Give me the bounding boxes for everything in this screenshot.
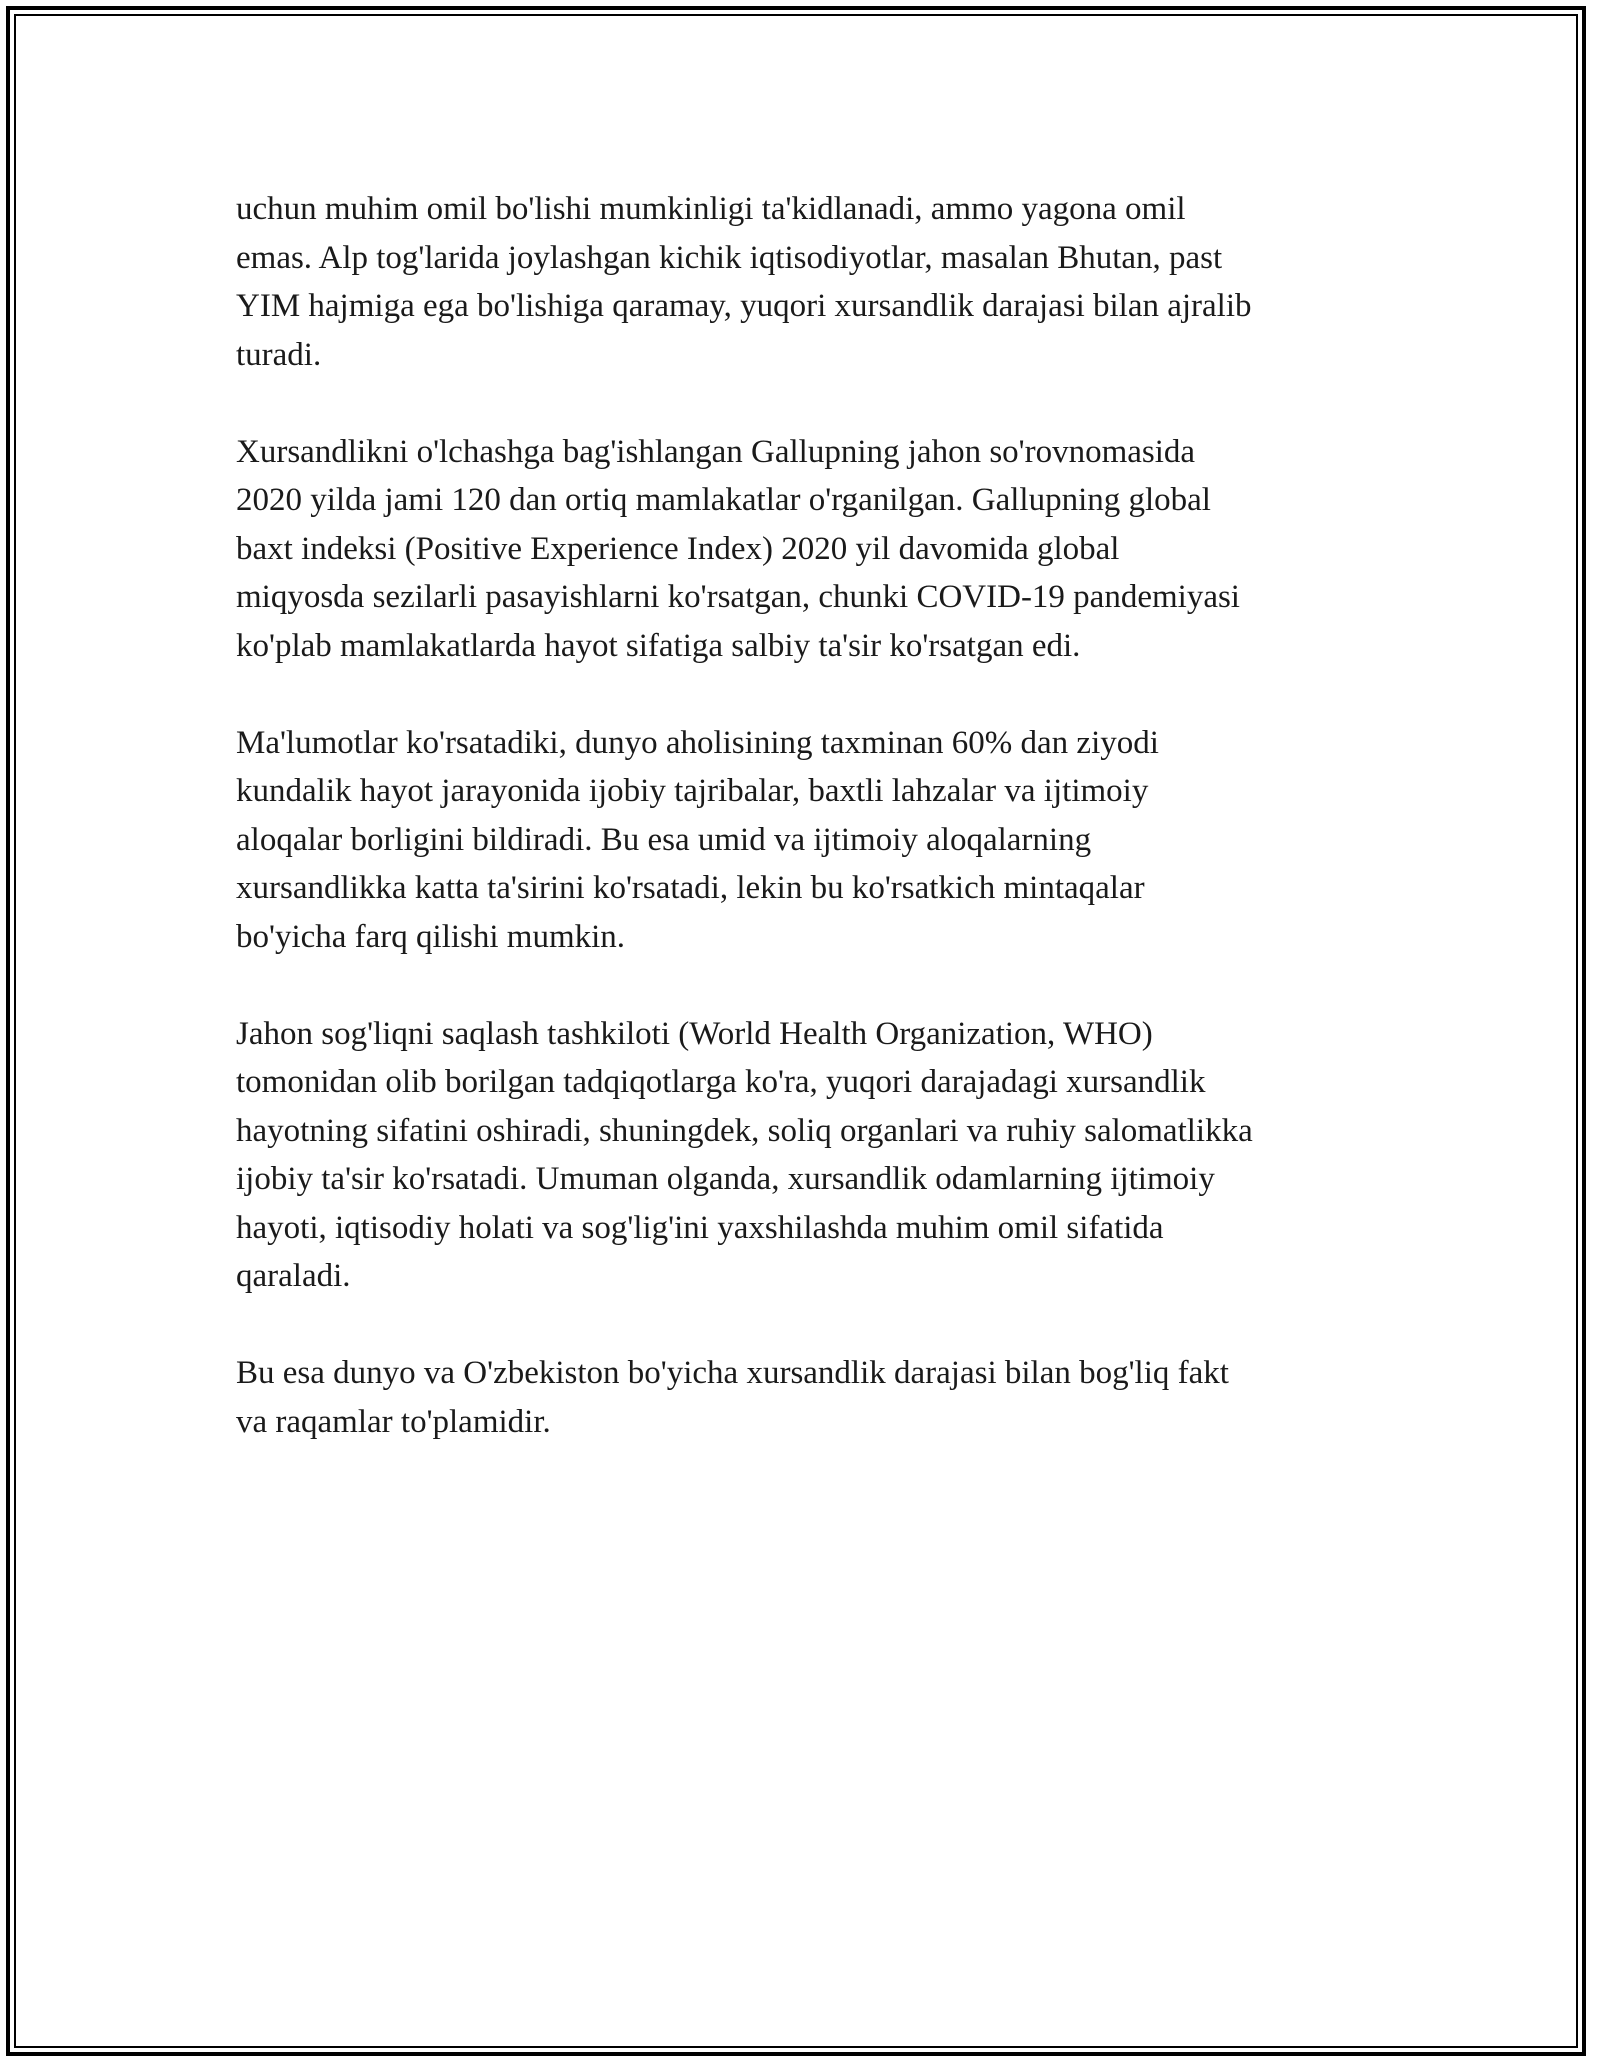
- paragraph-2: Xursandlikni o'lchashga bag'ishlangan Gallupning jahon so'rovnomasida 2020 yilda jami 120 dan ortiq mamlakatlar o'rganilgan. Gallupning global baxt indeksi (Positive Experience Index) 2020 yil davomida global miqyosda sezilarli pasayishlarni ko'rsatgan, chunki COVID-19 pandemiyasi ko'plab mamlakatlarda hayot sifatiga salbiy ta'sir ko'rsatgan edi.: [236, 433, 1240, 664]
- paragraph-5: Bu esa dunyo va O'zbekiston bo'yicha xursandlik darajasi bilan bog'liq fakt va raqamlar to'plamidir.: [236, 1355, 1229, 1440]
- paragraph-4: Jahon sog'liqni saqlash tashkiloti (World Health Organization, WHO) tomonidan olib borilgan tadqiqotlarga ko'ra, yuqori darajadagi xursandlik hayotning sifatini oshiradi, shuningdek, soliq organlari va ruhiy salomatlikka ijobiy ta'sir ko'rsatadi. Umuman olganda, xursandlik odamlarning ijtimoiy hayoti, iqtisodiy holati va sog'lig'ini yaxshilashda muhim omil sifatida qaraladi.: [236, 1015, 1253, 1294]
- document-body: [236, 185, 1386, 1495]
- paragraph-1: uchun muhim omil bo'lishi mumkinligi ta'kidlanadi, ammo yagona omil emas. Alp tog'larida joylashgan kichik iqtisodiyotlar, masalan Bhutan, past YIM hajmiga ega bo'lishiga qaramay, yuqori xursandlik darajasi bilan ajralib turadi.: [236, 191, 1252, 373]
- paragraph-3: Ma'lumotlar ko'rsatadiki, dunyo aholisining taxminan 60% dan ziyodi kundalik hayot jarayonida ijobiy tajribalar, baxtli lahzalar va ijtimoiy aloqalar borligini bildiradi. Bu esa umid va ijtimoiy aloqalarning xursandlikka katta ta'sirini ko'rsatadi, lekin bu ko'rsatkich mintaqalar bo'yicha farq qilishi mumkin.: [236, 724, 1159, 955]
